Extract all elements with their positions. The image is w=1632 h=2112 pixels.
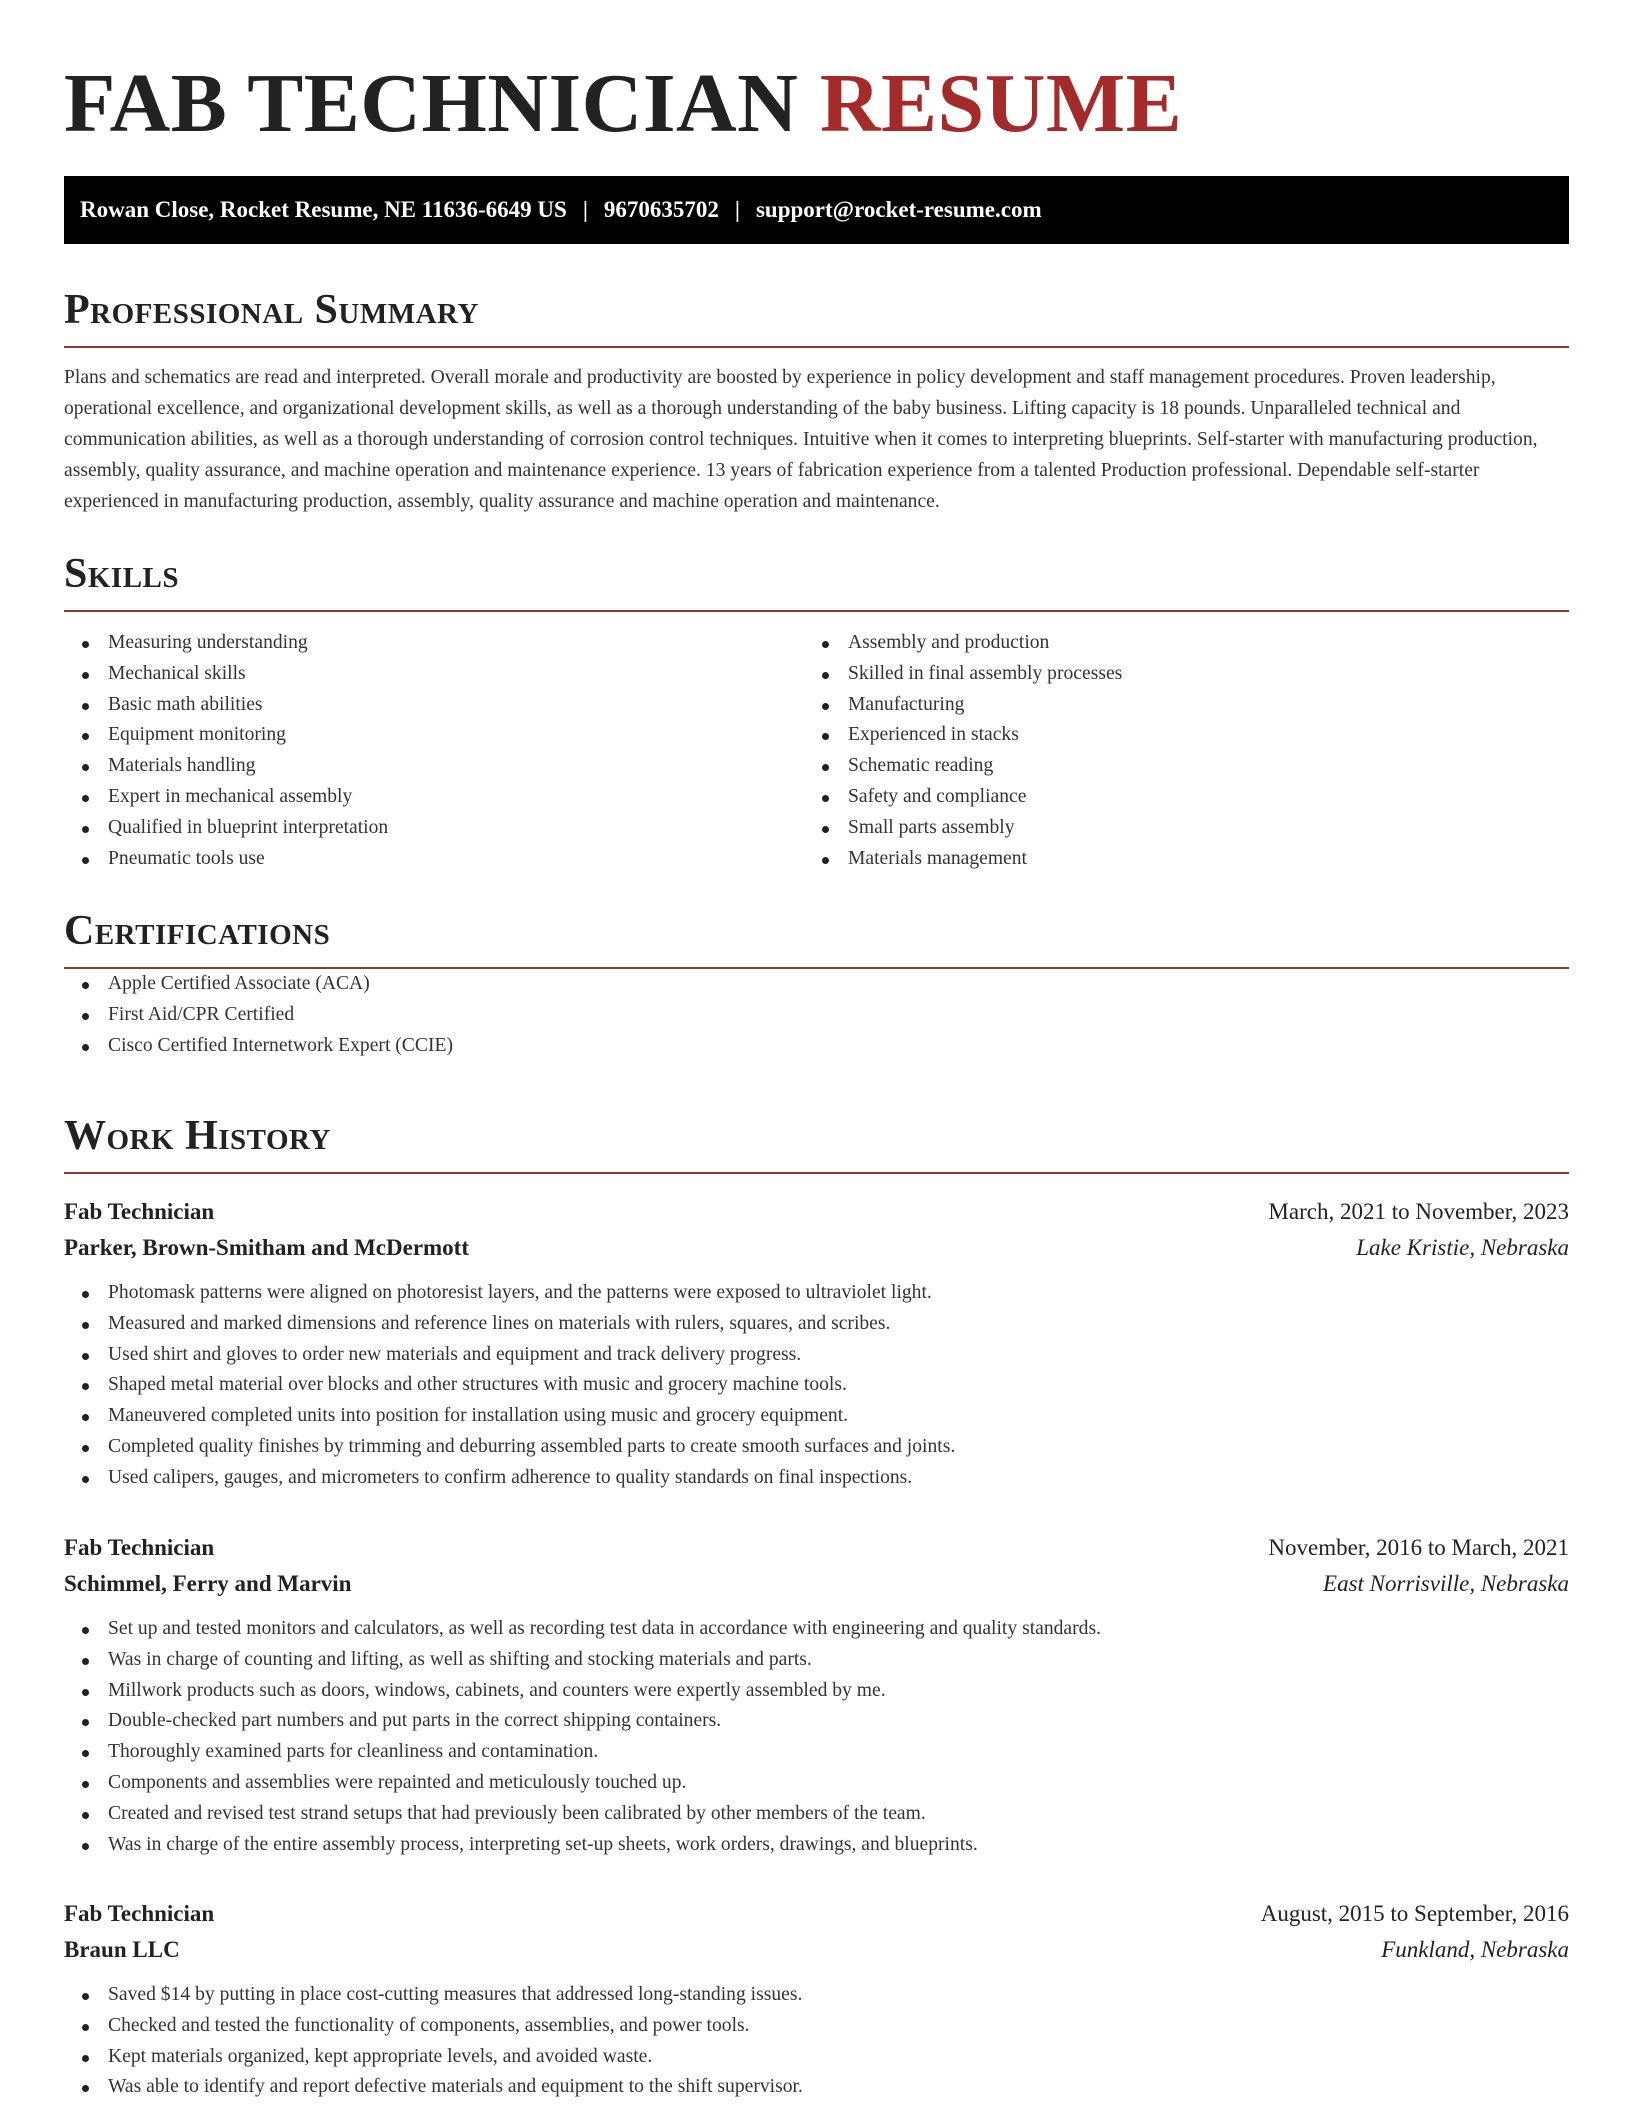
job-dates: November, 2016 to March, 2021 [1268, 1535, 1569, 1560]
job-header-row [64, 1530, 1569, 1566]
job-duty: Maneuvered completed units into position for installation using music and grocery equipment. [64, 1401, 1569, 1432]
job-company: Parker, Brown-Smitham and McDermott [64, 1235, 470, 1260]
certifications-heading: Certifications [64, 908, 331, 954]
skills-heading: Skills [64, 551, 180, 597]
job-location: Lake Kristie, Nebraska [1356, 1235, 1569, 1260]
skill-item: Materials handling [64, 751, 804, 782]
job-duty: Set up and tested monitors and calculators, as well as recording test data in accordance with engineering and quality standards. [64, 1614, 1569, 1645]
skill-item: Experienced in stacks [804, 720, 1544, 751]
job-dates: August, 2015 to September, 2016 [1260, 1901, 1569, 1926]
job-duty: Used shirt and gloves to order new materials and equipment and track delivery progress. [64, 1340, 1569, 1371]
section-divider [64, 1172, 1569, 1174]
section-divider [64, 610, 1569, 612]
job-company-row [64, 1566, 1569, 1602]
job-dates: March, 2021 to November, 2023 [1268, 1199, 1569, 1224]
skill-item: Small parts assembly [804, 813, 1544, 844]
job-duties-list [64, 1278, 1569, 1494]
job-title: Fab Technician [64, 1199, 215, 1224]
skill-item: Pneumatic tools use [64, 844, 804, 875]
summary-text: Plans and schematics are read and interpreted. Overall morale and productivity are boosted by experience in policy development and staff management procedures. Proven leadership, operational excellence, and organizational development skills, as well as a thorough understanding of the baby business. Lifting capacity is 18 pounds. Unparalleled technical and communication abilities, as well as a thorough understanding of corrosion control techniques. Intuitive when it comes to interpreting blueprints. Self-starter with manufacturing production, assembly, quality assurance, and machine operation and maintenance experience. 13 years of fabrication experience from a talented Production professional. Dependable self-starter experienced in manufacturing production, assembly, quality assurance and machine operation and maintenance. [64, 367, 1538, 512]
job-company: Braun LLC [64, 1937, 180, 1962]
job-location: East Norrisville, Nebraska [1323, 1571, 1569, 1596]
contact-email: support@rocket-resume.com [755, 197, 1042, 222]
contact-bar [64, 176, 1569, 244]
contact-phone: 9670635702 [603, 197, 719, 222]
job-duty: Measured and marked dimensions and reference lines on materials with rulers, squares, and scribes. [64, 1309, 1569, 1340]
skills-list-left [64, 628, 804, 874]
job-location: Funkland, Nebraska [1381, 1937, 1569, 1962]
skill-item: Assembly and production [804, 628, 1544, 659]
skill-item: Schematic reading [804, 751, 1544, 782]
job-duty: Shaped metal material over blocks and other structures with music and grocery machine tools. [64, 1370, 1569, 1401]
contact-separator: | [734, 197, 740, 222]
skills-columns [64, 628, 1569, 874]
job-duty: Saved $14 by putting in place cost-cutting measures that addressed long-standing issues. [64, 1980, 1569, 2011]
job-duties-list [64, 1614, 1569, 1860]
job-entry [64, 1194, 1569, 1494]
job-duty: Completed quality finishes by trimming and deburring assembled parts to create smooth surfaces and joints. [64, 1432, 1569, 1463]
skill-item: Manufacturing [804, 690, 1544, 721]
skill-item: Skilled in final assembly processes [804, 659, 1544, 690]
skill-item: Mechanical skills [64, 659, 804, 690]
certification-item: First Aid/CPR Certified [64, 1000, 1569, 1031]
job-title: Fab Technician [64, 1901, 215, 1926]
job-duty: Was in charge of counting and lifting, as well as shifting and stocking materials and parts. [64, 1645, 1569, 1676]
skill-item: Materials management [804, 844, 1544, 875]
job-entry [64, 1896, 1569, 2103]
job-duty: Millwork products such as doors, windows, cabinets, and counters were expertly assembled by me. [64, 1676, 1569, 1707]
job-entry [64, 1530, 1569, 1860]
contact-separator: | [582, 197, 588, 222]
job-duty: Kept materials organized, kept appropriate levels, and avoided waste. [64, 2042, 1569, 2073]
title-accent: RESUME [819, 57, 1183, 150]
contact-address: Rowan Close, Rocket Resume, NE 11636-6649 US [80, 197, 567, 222]
title-main: FAB TECHNICIAN [64, 57, 799, 150]
certifications-list [64, 969, 1569, 1061]
job-duty: Was able to identify and report defective materials and equipment to the shift supervisor. [64, 2072, 1569, 2103]
job-duty: Created and revised test strand setups that had previously been calibrated by other members of the team. [64, 1799, 1569, 1830]
job-company-row [64, 1230, 1569, 1266]
job-duties-list [64, 1980, 1569, 2103]
resume-title [64, 56, 1182, 152]
skill-item: Expert in mechanical assembly [64, 782, 804, 813]
skills-section [64, 548, 1569, 874]
summary-section [64, 284, 1569, 517]
work-history-section [64, 1110, 1569, 1174]
skill-item: Equipment monitoring [64, 720, 804, 751]
work-history-heading: Work History [64, 1113, 331, 1159]
certification-item: Cisco Certified Internetwork Expert (CCIE) [64, 1031, 1569, 1062]
certifications-section [64, 905, 1569, 1061]
skill-item: Qualified in blueprint interpretation [64, 813, 804, 844]
skills-list-right [804, 628, 1544, 874]
job-duty: Checked and tested the functionality of components, assemblies, and power tools. [64, 2011, 1569, 2042]
job-duty: Photomask patterns were aligned on photoresist layers, and the patterns were exposed to ultraviolet light. [64, 1278, 1569, 1309]
section-divider [64, 346, 1569, 348]
job-duty: Was in charge of the entire assembly process, interpreting set-up sheets, work orders, drawings, and blueprints. [64, 1830, 1569, 1861]
summary-heading: Professional Summary [64, 287, 479, 333]
job-company-row [64, 1932, 1569, 1968]
job-duty: Thoroughly examined parts for cleanliness and contamination. [64, 1737, 1569, 1768]
job-duty: Components and assemblies were repainted and meticulously touched up. [64, 1768, 1569, 1799]
job-header-row [64, 1194, 1569, 1230]
job-company: Schimmel, Ferry and Marvin [64, 1571, 352, 1596]
certification-item: Apple Certified Associate (ACA) [64, 969, 1569, 1000]
job-title: Fab Technician [64, 1535, 215, 1560]
skill-item: Safety and compliance [804, 782, 1544, 813]
skill-item: Basic math abilities [64, 690, 804, 721]
skill-item: Measuring understanding [64, 628, 804, 659]
job-duty: Used calipers, gauges, and micrometers to confirm adherence to quality standards on final inspections. [64, 1463, 1569, 1494]
job-duty: Double-checked part numbers and put parts in the correct shipping containers. [64, 1706, 1569, 1737]
job-header-row [64, 1896, 1569, 1932]
